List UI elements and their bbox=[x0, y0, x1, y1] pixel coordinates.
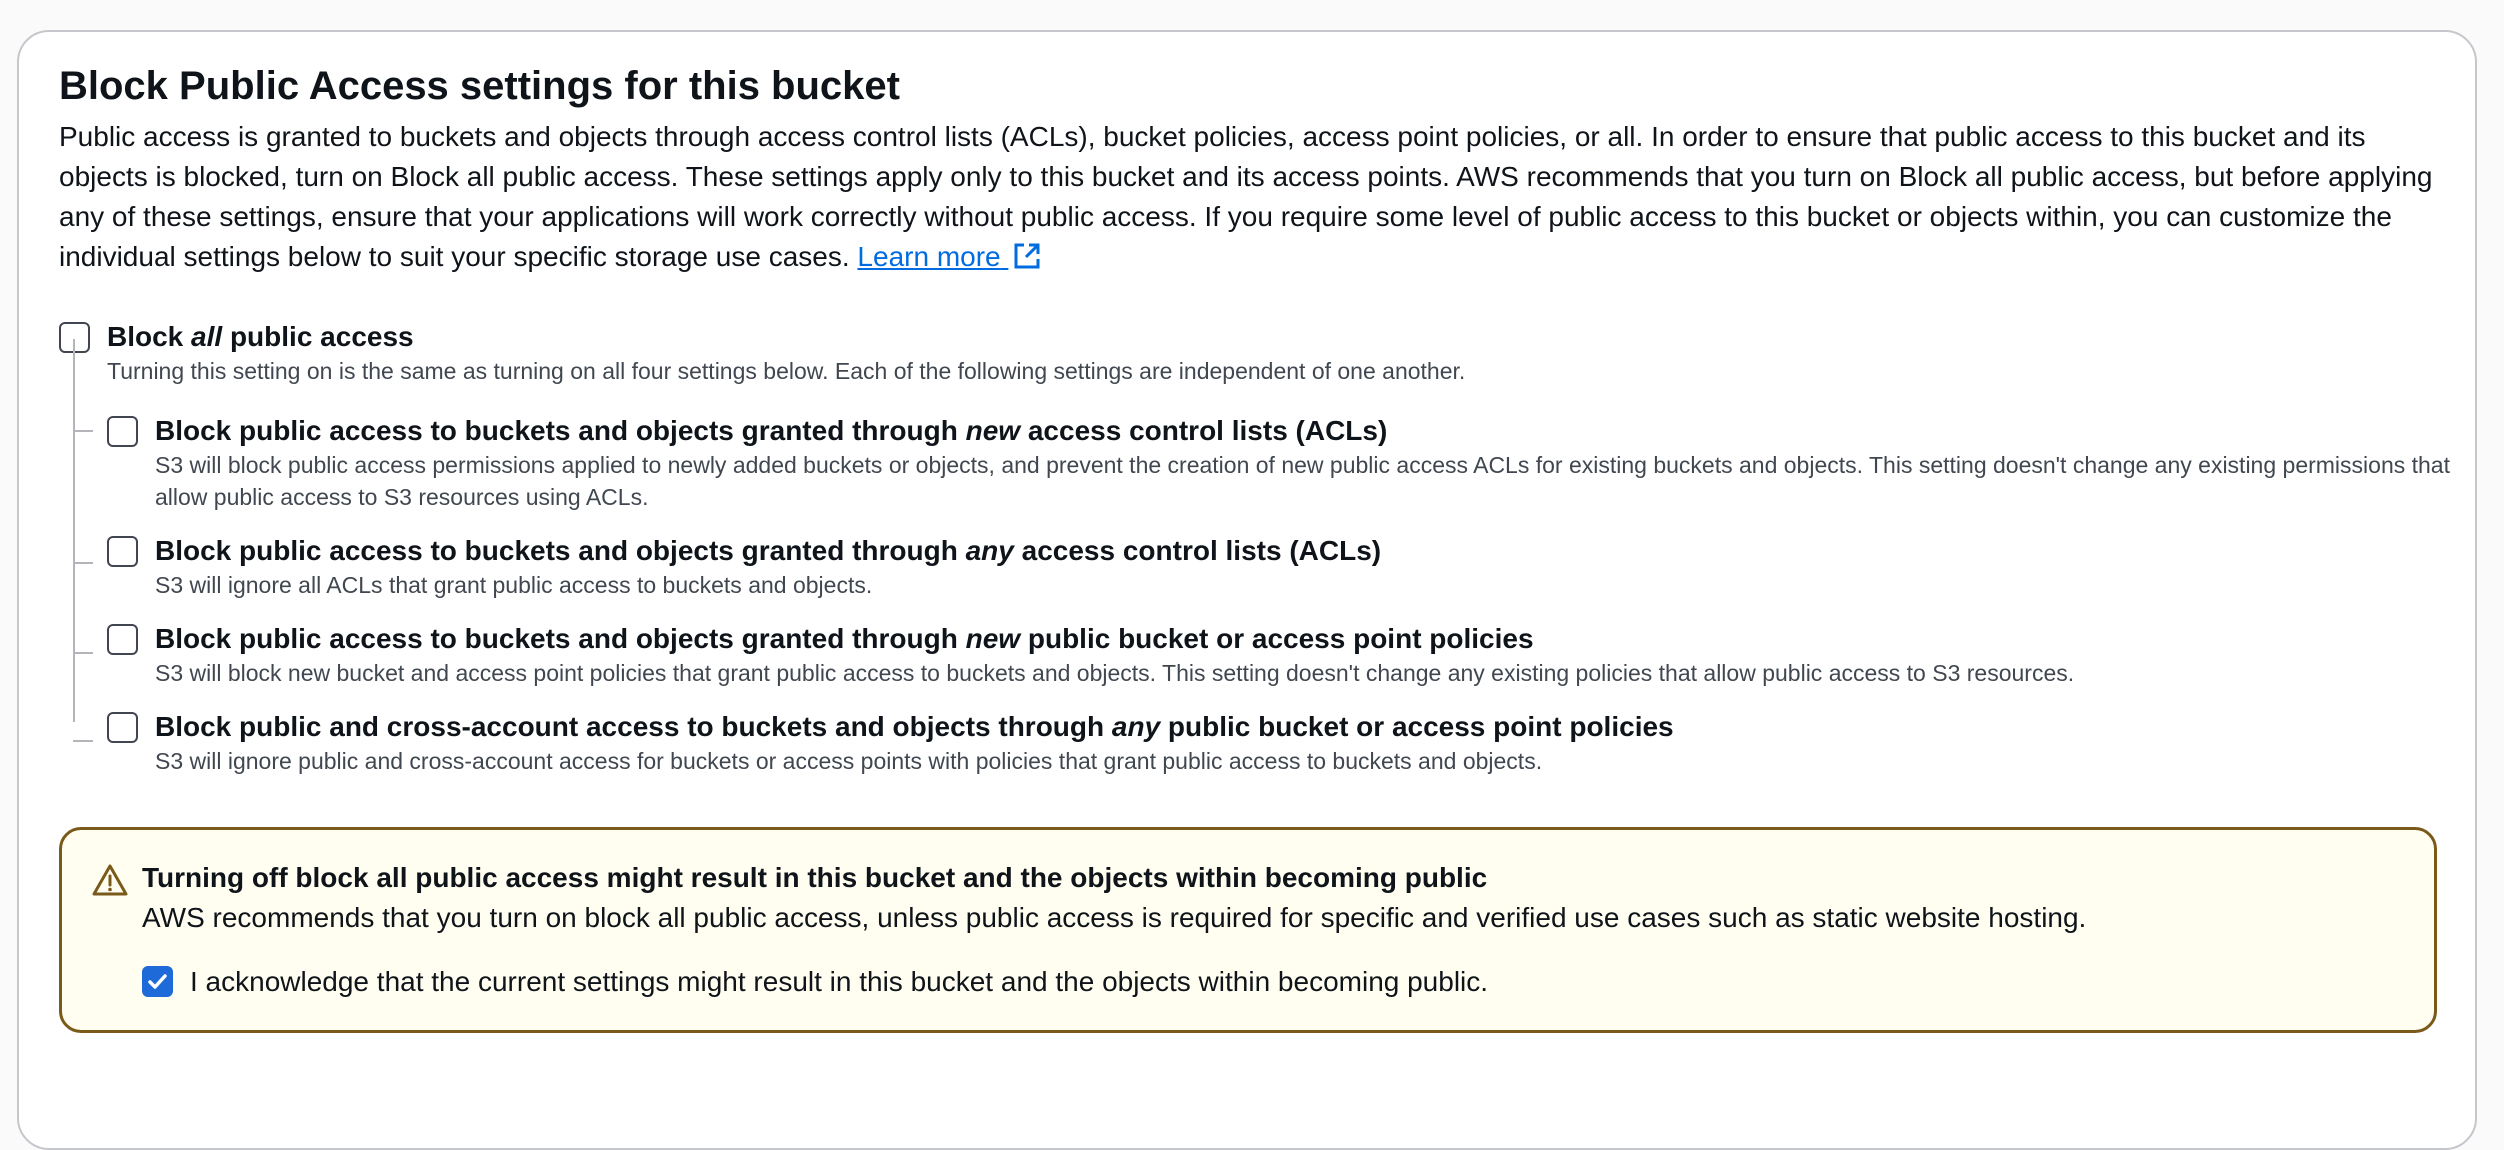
option-description: S3 will ignore all ACLs that grant public access to buckets and objects. bbox=[155, 572, 873, 598]
label-emphasis: new bbox=[965, 415, 1021, 446]
label-emphasis: new bbox=[965, 623, 1021, 654]
option-description: S3 will block new bucket and access point policies that grant public access to buckets and objects. This setting doesn't change any existing policies that allow public access to S3 resources. bbox=[155, 660, 2075, 686]
label-prefix: Block public access to buckets and objects granted through bbox=[155, 623, 966, 654]
option-checkbox[interactable] bbox=[107, 416, 138, 447]
tree-branch bbox=[73, 562, 93, 564]
section-title: Block Public Access settings for this bucket bbox=[59, 64, 900, 108]
label-prefix: Block bbox=[107, 321, 192, 352]
acknowledge-checkbox[interactable] bbox=[142, 966, 173, 997]
learn-more-label[interactable]: Learn more bbox=[857, 241, 1001, 272]
block-all-description: Turning this setting on is the same as turning on all four settings below. Each of the following settings are independent of one another. bbox=[107, 358, 1466, 384]
tree-connector bbox=[73, 339, 75, 722]
block-public-access-panel bbox=[17, 30, 2477, 1150]
option-checkbox[interactable] bbox=[107, 712, 138, 743]
option-description: S3 will block public access permissions applied to newly added buckets or objects, and prevent the creation of new public access ACLs for existing buckets and objects. This setting doesn't change any existing permissions that allow public access to S3 resources using ACLs. bbox=[155, 452, 2450, 510]
option-label bbox=[155, 621, 1534, 657]
label-prefix: Block public access to buckets and objects granted through bbox=[155, 415, 966, 446]
option-checkbox[interactable] bbox=[107, 624, 138, 655]
tree-branch bbox=[73, 430, 93, 432]
label-emphasis: all bbox=[191, 321, 223, 352]
block-all-label bbox=[107, 319, 414, 355]
tree-branch bbox=[73, 652, 93, 654]
label-suffix: access control lists (ACLs) bbox=[1013, 535, 1382, 566]
label-prefix: Block public access to buckets and objects granted through bbox=[155, 535, 966, 566]
warning-alert bbox=[59, 827, 2437, 1033]
tree-branch bbox=[73, 740, 93, 742]
label-suffix: public bucket or access point policies bbox=[1020, 623, 1534, 654]
label-suffix: public access bbox=[222, 321, 414, 352]
option-label bbox=[155, 413, 1387, 449]
warning-text: AWS recommends that you turn on block all public access, unless public access is required for specific and verified use cases such as static website hosting. bbox=[142, 902, 2087, 933]
option-description: S3 will ignore public and cross-account access for buckets or access points with policies that grant public access to buckets and objects. bbox=[155, 748, 1543, 774]
option-label bbox=[155, 709, 1674, 745]
external-link-icon[interactable] bbox=[1012, 241, 1042, 271]
learn-more-link[interactable] bbox=[857, 241, 1042, 272]
label-emphasis: any bbox=[965, 535, 1014, 566]
label-suffix: public bucket or access point policies bbox=[1160, 711, 1674, 742]
checkmark-icon bbox=[144, 968, 171, 995]
warning-icon bbox=[92, 863, 128, 897]
label-prefix: Block public and cross-account access to buckets and objects through bbox=[155, 711, 1112, 742]
option-label bbox=[155, 533, 1381, 569]
label-emphasis: any bbox=[1111, 711, 1161, 742]
section-description bbox=[59, 117, 2439, 277]
option-checkbox[interactable] bbox=[107, 536, 138, 567]
description-text: Public access is granted to buckets and objects through access control lists (ACLs), bucket policies, access point policies, or all. In order to ensure that public access to this bucket and its objects is blocked, turn on Block all public access. These settings apply only to this bucket and its access points. AWS recommends that you turn on Block all public access, but before applying any of these settings, ensure that your applications will work correctly without public access. If you require some level of public access to this bucket or objects within, you can customize the individual settings below to suit your specific storage use cases. bbox=[59, 121, 2433, 272]
warning-title: Turning off block all public access might result in this bucket and the objects within becoming public bbox=[142, 862, 1488, 893]
acknowledge-label[interactable]: I acknowledge that the current settings might result in this bucket and the objects within becoming public. bbox=[190, 966, 1489, 997]
label-suffix: access control lists (ACLs) bbox=[1020, 415, 1388, 446]
